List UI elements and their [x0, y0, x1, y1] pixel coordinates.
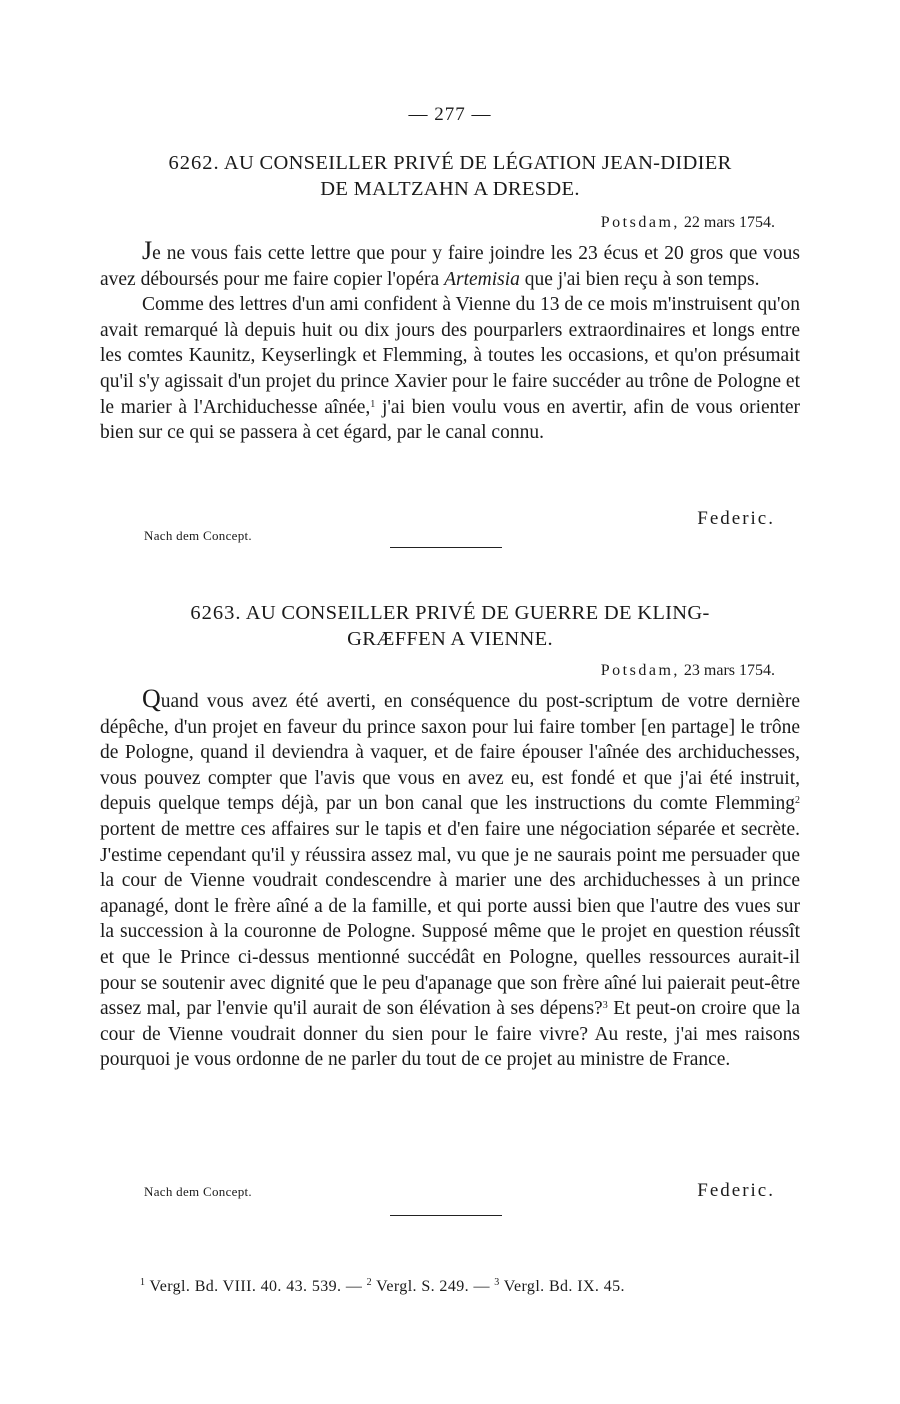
letter-body-6262: [100, 238, 800, 446]
text-run: j'ai bien voulu vous en avertir, afin de vous orienter bien sur ce qui se passera à cet égard, par le canal connu.: [100, 396, 800, 444]
dateline-place: Potsdam,: [600, 214, 680, 231]
letter-body-6263: [100, 686, 800, 1073]
footnote-mark: 2: [366, 1277, 373, 1288]
footnote-ref: 3: [602, 1000, 608, 1012]
letter-heading-line1: [100, 150, 800, 176]
text-run: que j'ai bien reçu à son temps.: [519, 268, 760, 290]
paragraph: [100, 238, 800, 292]
letter-number: 6263.: [190, 602, 242, 624]
section-divider: [390, 1215, 502, 1216]
dateline-date: 22 mars 1754.: [683, 214, 775, 231]
page-number: — 277 —: [408, 104, 492, 125]
letter-heading-line2: DE MALTZAHN A DRESDE.: [320, 178, 580, 200]
footnote-separator: —: [345, 1278, 363, 1295]
dateline-date: 23 mars 1754.: [683, 662, 775, 679]
footnote-mark: 1: [140, 1277, 146, 1288]
text-run: Comme des lettres d'un ami confident à Vienne du 13 de ce mois m'instruisent qu'on avait remarqué là depuis huit ou dix jours des pourparlers extraordinaires et longs entre les comtes Kaunitz, Keyserlingk et Flemming, à toutes les occasions, et qu'on présumait qu'il s'y agissait d'un projet du prince Xavier pour le faire succéder au trône de Pologne et le marier à l'Archiduchesse aînée,: [100, 294, 800, 418]
footnote-mark: 3: [494, 1277, 500, 1288]
footnote-ref: 2: [795, 795, 800, 807]
letter-heading-line1: [100, 600, 800, 626]
letter-number: 6262.: [168, 152, 220, 174]
dateline-place: Potsdam,: [600, 662, 680, 679]
document-page: [100, 0, 800, 1404]
source-note-6263: Nach dem Concept.: [144, 1184, 252, 1199]
dateline-6262: [601, 214, 775, 232]
footnote-ref: 1: [370, 398, 376, 410]
letter-heading-6262: [100, 150, 800, 202]
text-run: Quand vous avez été averti, en conséquence du post-scriptum de votre dernière dépêche, d'un projet en faveur du prince saxon pour lui faire tomber [en partage] le trône de Pologne, quand il deviendra à vaquer, et de faire épouser l'aînée des archiduchesses, vous pouvez compter que l'avis que vous en avez eu, est fondé et que j'ai été instruit, depuis quelque temps déjà, par un bon canal que les instructions du comte Flemming: [100, 684, 800, 815]
paragraph: [100, 292, 800, 446]
footnote-text: Vergl. Bd. IX. 45.: [503, 1278, 625, 1295]
letter-heading-6263: [100, 600, 800, 652]
section-divider: [390, 547, 502, 548]
opera-title: Artemisia: [444, 268, 520, 290]
text-run: portent de mettre ces affaires sur le tapis et d'en faire une négociation séparée et secrète. J'estime cependant qu'il y réussira assez mal, vu que je ne saurais point me persuader que la cour de Vienne voudrait condescendre à marier une des archiduchesses à un prince apanagé, dont le frère aîné a de la famille, et qui porte aussi bien que l'autre des vues sur la succession à la couronne de Pologne. Supposé même que le projet en question réussît et que le Prince ci-dessus mentionné succédât en Pologne, quelles ressources aurait-il pour se soutenir avec dignité que le peu d'apanage que son frère aîné lui paierait peut-être assez mal, par l'envie qu'il aurait de son élévation à ses dépens?: [100, 818, 800, 1020]
letter-heading-line2: GRÆFFEN A VIENNE.: [347, 628, 553, 650]
signature-6262: Federic.: [697, 508, 775, 529]
text-run: Je ne vous fais cette lettre que pour y faire joindre les 23 écus et 20 gros que vous avez déboursés pour me faire copier l'opéra: [100, 236, 800, 290]
footnote-separator: —: [473, 1278, 490, 1295]
source-note-6262: Nach dem Concept.: [144, 528, 252, 543]
signature-6263: Federic.: [697, 1180, 775, 1201]
footnote-text: Vergl. Bd. VIII. 40. 43. 539.: [149, 1278, 342, 1295]
footnotes: [140, 1278, 800, 1296]
footnote-text: Vergl. S. 249.: [376, 1278, 470, 1295]
letter-recipient: AU CONSEILLER PRIVÉ DE GUERRE DE KLING-: [245, 602, 710, 624]
dateline-6263: [601, 662, 775, 680]
paragraph: [100, 686, 800, 1073]
letter-recipient: AU CONSEILLER PRIVÉ DE LÉGATION JEAN-DIDIER: [223, 152, 732, 174]
text-run: Et peut-on croire que la cour de Vienne voudrait donner du sien pour le faire vivre? Au reste, j'ai mes raisons pourquoi je vous ordonne de ne parler du tout de ce projet au ministre de France.: [100, 998, 800, 1071]
